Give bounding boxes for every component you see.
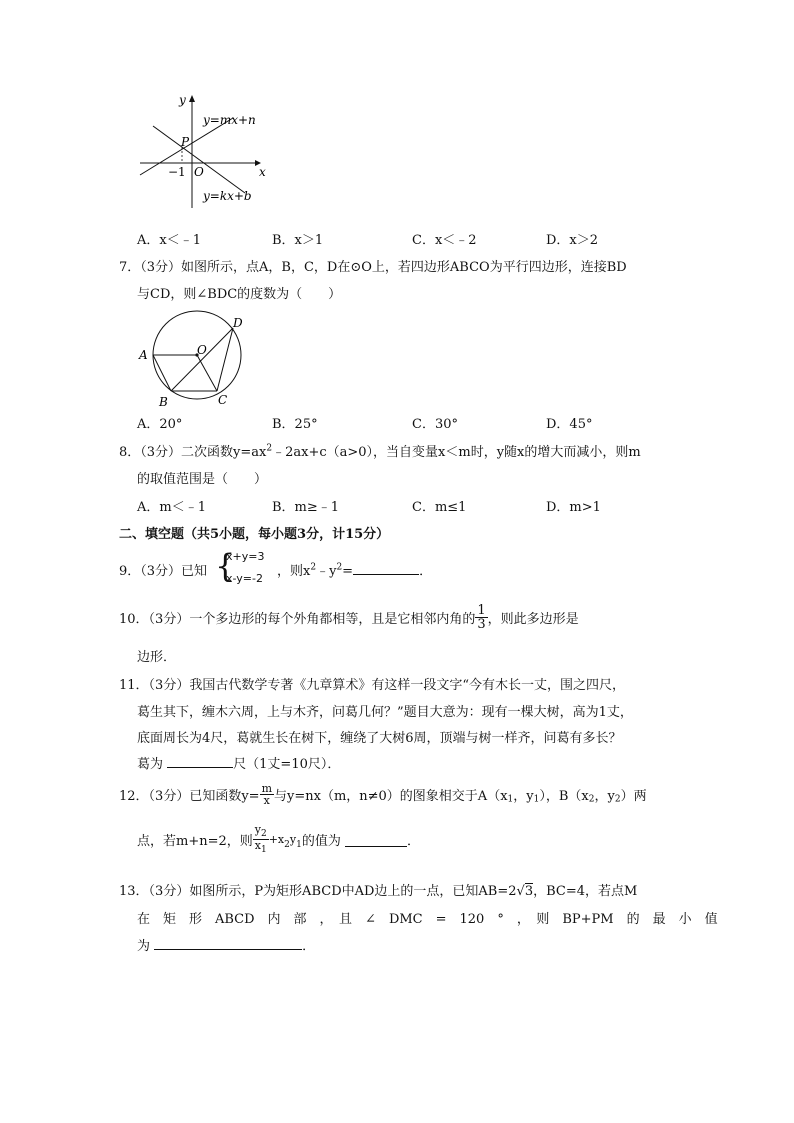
q10-line1-end: ，则此多边形是 (487, 612, 579, 627)
q8-option-a: A．m＜﹣1 (137, 500, 206, 515)
q11-line4-b: 尺（1丈=10尺）． (233, 757, 341, 772)
fig1-p-label: P (181, 135, 190, 149)
q9-suffix-b: ﹣y (316, 564, 337, 579)
q12-line2-c: y (289, 833, 297, 847)
q13-line3-a: 为 (137, 939, 151, 954)
q13-line1 (119, 880, 637, 899)
q7-line1: 7．（3分）如图所示，点A，B，C，D在⊙O上，若四边形ABCO为平行四边形，连接BD (119, 260, 627, 275)
fig2-a-label: A (139, 348, 148, 362)
q8-option-c: C．m≤1 (412, 500, 467, 515)
q13-line1-a: 13．（3分）如图所示，P为矩形ABCD中AD边上的一点，已知AB=2 (119, 884, 517, 899)
q12-answer-blank[interactable] (345, 833, 407, 847)
q12-frac2-den-sub: 1 (260, 845, 267, 856)
q6-option-b: B．x＞1 (272, 233, 324, 248)
q9-eq1: x+y=3 (226, 550, 265, 563)
q9-sup2: 2 (336, 562, 343, 573)
q12-sub2: 1 (533, 794, 540, 805)
q13-line2: 在 矩 形 ABCD 内 部 ， 且 ∠ DMC = 120 ° ， 则 BP+PM 的 最 小 值 (137, 912, 718, 927)
q12-line1-f: ）两 (620, 789, 647, 804)
q7-option-b: B．25° (272, 417, 318, 432)
q9-prefix: 9．（3分）已知 (119, 564, 208, 579)
q9-end: ． (419, 564, 433, 579)
q12-line1-e: ，y (594, 789, 615, 804)
q12-frac2-den-x: x (254, 839, 261, 853)
q11-line4-a: 葛为 (137, 757, 164, 772)
q8-line1 (119, 441, 641, 460)
fig2-o-label: O (197, 343, 207, 357)
q9-suffix-c: = (342, 564, 354, 579)
q7-option-c: C．30° (412, 417, 458, 432)
q13-sqrt-value: 3 (524, 884, 534, 899)
q10-fraction (475, 604, 487, 631)
q12-line2 (137, 824, 420, 855)
q8-line1-sup: 2 (266, 443, 273, 454)
q13-answer-blank[interactable] (154, 936, 302, 950)
q12-line1-b: 与y=nx（m，n≠0）的图象相交于A（x (274, 789, 508, 804)
q12-line2-b: +x (268, 833, 285, 847)
q6-option-d: D．x＞2 (546, 233, 599, 248)
fig1-x-label: x (259, 165, 266, 179)
fig2-d-label: D (233, 316, 243, 330)
q8-option-d: D．m>1 (546, 500, 601, 515)
q7-line2: 与CD，则∠BDC的度数为（ ） (137, 287, 342, 302)
q13-line1-b: ，BC=4，若点M (533, 884, 638, 899)
q12-frac2-den (253, 840, 269, 855)
q12-frac2-num-sub: 2 (260, 829, 267, 840)
q9-sup1: 2 (310, 562, 317, 573)
q10-frac-num: 1 (477, 603, 486, 618)
q10-frac-den: 3 (477, 617, 486, 632)
q12-frac-num: m (261, 782, 272, 795)
q11-line1: 11．（3分）我国古代数学专著《九章算术》有这样一段文字“今有木长一丈，围之四尺， (119, 678, 625, 693)
q12-line1-d: ），B（x (539, 789, 589, 804)
q12-line2-sub1: 2 (284, 839, 290, 850)
q13-line3 (137, 935, 315, 954)
q9-brace: { (215, 547, 236, 585)
fig2-b-label: B (159, 395, 168, 409)
q7-option-a: A．20° (137, 417, 183, 432)
q12-line1-a: 12．（3分）已知函数y= (119, 789, 260, 804)
q8-line2: 的取值范围是（ ） (137, 472, 268, 487)
fig1-y-label: y (179, 93, 186, 107)
q10-line1-text: 10．（3分）一个多边形的每个外角都相等，且是它相邻内角的 (119, 612, 476, 627)
q12-line2-a: 点，若m+n=2，则 (137, 834, 253, 850)
q12-fraction2 (253, 824, 269, 855)
section-heading: 二、填空题（共5小题，每小题3分，计15分） (119, 527, 390, 542)
fig1-neg1-label: −1 (168, 165, 186, 179)
fig1-line1-label: y=mx+n (203, 113, 256, 127)
q6-option-c: C．x＜﹣2 (412, 233, 477, 248)
q12-line1 (119, 783, 647, 806)
q8-line1-a: 8．（3分）二次函数y=ax (119, 445, 267, 460)
fig2-c-label: C (218, 393, 228, 407)
q12-sub3: 2 (588, 794, 595, 805)
q11-line2: 葛生其下，缠木六周，上与木齐，问葛几何？”题目大意为：现有一棵大树，高为1丈， (137, 705, 633, 720)
q10-line1 (119, 604, 579, 631)
q11-answer-blank[interactable] (167, 754, 233, 768)
q9-suffix-a: ，则x (277, 564, 311, 579)
fig1-line2-label: y=kx+b (203, 189, 252, 203)
q12-line1-c: ，y (513, 789, 534, 804)
two-lines-graph (135, 90, 275, 210)
q7-option-d: D．45° (546, 417, 593, 432)
q12-sub1: 1 (507, 794, 514, 805)
q12-line2-end: ． (406, 834, 420, 850)
q6-option-a: A．x＜﹣1 (137, 233, 201, 248)
q12-frac-den: x (263, 794, 270, 807)
q12-line2-sub2: 1 (296, 839, 302, 850)
q10-line2: 边形． (137, 650, 177, 665)
q8-option-b: B．m≥﹣1 (272, 500, 340, 515)
q9-eq2: x-y=-2 (226, 572, 263, 585)
q13-line3-end: ． (302, 939, 316, 954)
q11-line3: 底面周长为4尺，葛就生长在树下，缠绕了大树6周，顶端与树一样齐，问葛有多长？ (137, 731, 622, 746)
q9-suffix (277, 560, 432, 579)
q11-line4 (137, 753, 340, 772)
q12-frac2-num-y: y (254, 823, 261, 836)
circle-figure (135, 310, 255, 410)
q12-fraction (260, 783, 274, 806)
q12-frac2-num (253, 824, 269, 840)
q12-sub4: 2 (614, 794, 621, 805)
fig1-o-label: O (194, 165, 204, 179)
sqrt-icon: √ (516, 884, 525, 899)
q9-answer-blank[interactable] (353, 561, 419, 575)
q8-line1-b: ﹣2ax+c（a>0），当自变量x＜m时，y随x的增大而减小，则m (272, 445, 641, 460)
q12-line2-d: 的值为 (301, 834, 341, 850)
